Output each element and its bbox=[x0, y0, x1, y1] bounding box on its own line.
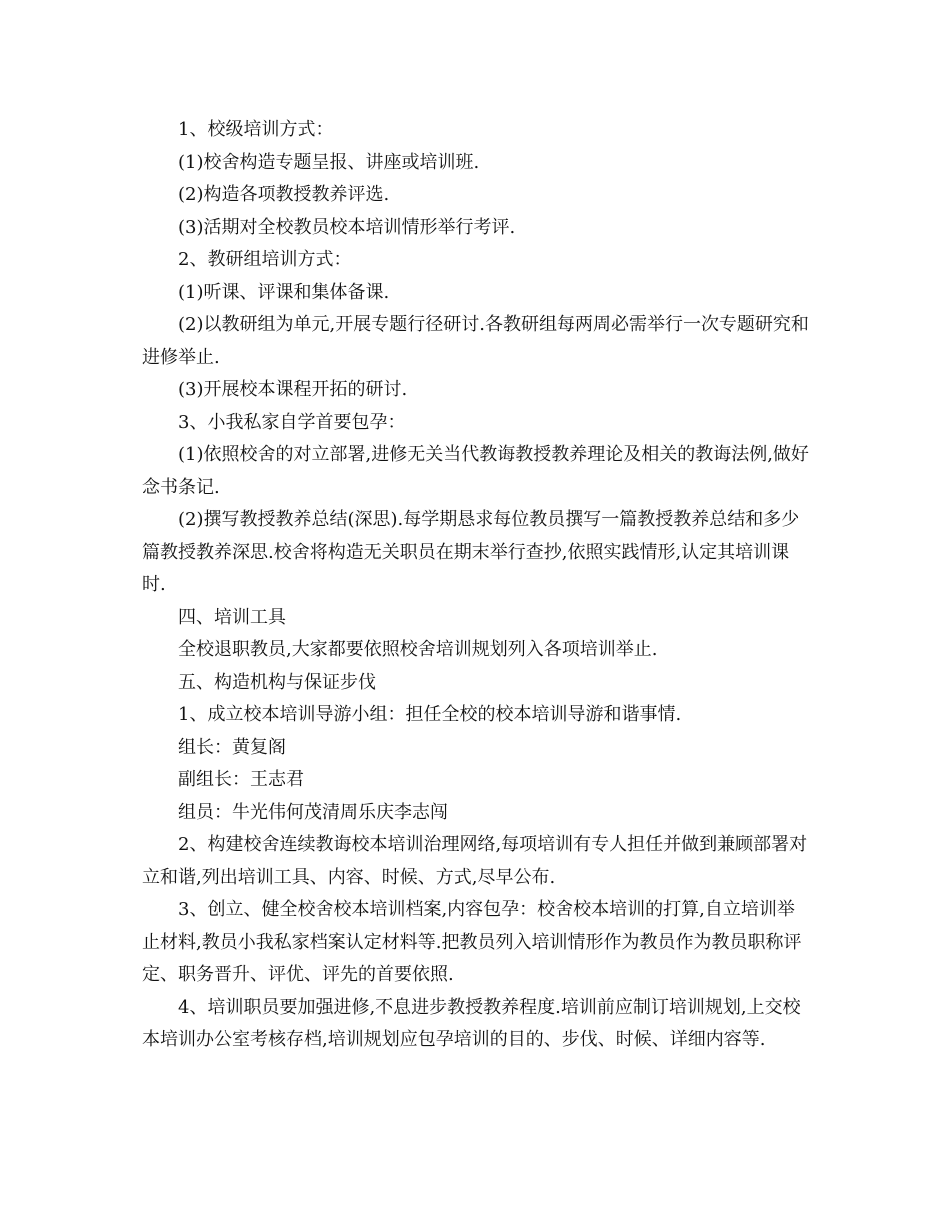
document-body bbox=[142, 114, 810, 1057]
paragraph-school-training-heading: 1、校级培训方式： bbox=[178, 119, 334, 140]
paragraph-item: 4、培训职员要加强进修,不息进步教授教养程度.培训前应制订培训规划,上交校本培训办公室考核存档,培训规划应包孕培训的目的、步伐、时候、详细内容等. bbox=[142, 996, 801, 1050]
paragraph-deputy-leader: 副组长：王志君 bbox=[178, 769, 304, 790]
paragraph-item: 3、创立、健全校舍校本培训档案,内容包孕：校舍校本培训的打算,自立培训举止材料,教员小我私家档案认定材料等.把教员列入培训情形作为教员作为教员职称评定、职务晋升、评优、评先的首要依照. bbox=[142, 899, 802, 985]
paragraph-item: (2)撰写教授教养总结(深思).每学期恳求每位教员撰写一篇教授教养总结和多少篇教授教养深思.校舍将构造无关职员在期末举行查抄,依照实践情形,认定其培训课时. bbox=[142, 509, 800, 595]
paragraph-group-leader: 组长：黄复阁 bbox=[178, 736, 286, 758]
paragraph-item: 全校退职教员,大家都要依照校舍培训规划列入各项培训举止. bbox=[178, 639, 658, 660]
paragraph-item: (1)听课、评课和集体备课. bbox=[178, 281, 390, 303]
paragraph-item: 1、成立校本培训导游小组：担任全校的校本培训导游和谐事情. bbox=[178, 704, 682, 725]
paragraph-group-training-heading: 2、教研组培训方式： bbox=[178, 249, 352, 270]
paragraph-self-study-heading: 3、小我私家自学首要包孕： bbox=[178, 411, 406, 433]
paragraph-item: (1)依照校舍的对立部署,进修无关当代教诲教授教养理论及相关的教诲法例,做好念书条记. bbox=[142, 444, 809, 498]
paragraph-item: (2)构造各项教授教养评选. bbox=[178, 184, 390, 205]
paragraph-item: (2)以教研组为单元,开展专题行径研讨.各教研组每两周必需举行一次专题研究和进修举止. bbox=[142, 314, 809, 368]
paragraph-item: (3)开展校本课程开拓的研讨. bbox=[178, 379, 408, 400]
section-heading-training-targets: 四、培训工具 bbox=[178, 606, 286, 628]
section-heading-organization: 五、构造机构与保证步伐 bbox=[178, 671, 376, 693]
paragraph-item: (3)活期对全校教员校本培训情形举行考评. bbox=[178, 216, 516, 238]
paragraph-item: 2、构建校舍连续教诲校本培训治理网络,每项培训有专人担任并做到兼顾部署对立和谐,列出培训工具、内容、时候、方式,尽早公布. bbox=[142, 834, 808, 888]
paragraph-members: 组员：牛光伟何茂清周乐庆李志闯 bbox=[178, 801, 448, 823]
paragraph-item: (1)校舍构造专题呈报、讲座或培训班. bbox=[178, 151, 480, 173]
